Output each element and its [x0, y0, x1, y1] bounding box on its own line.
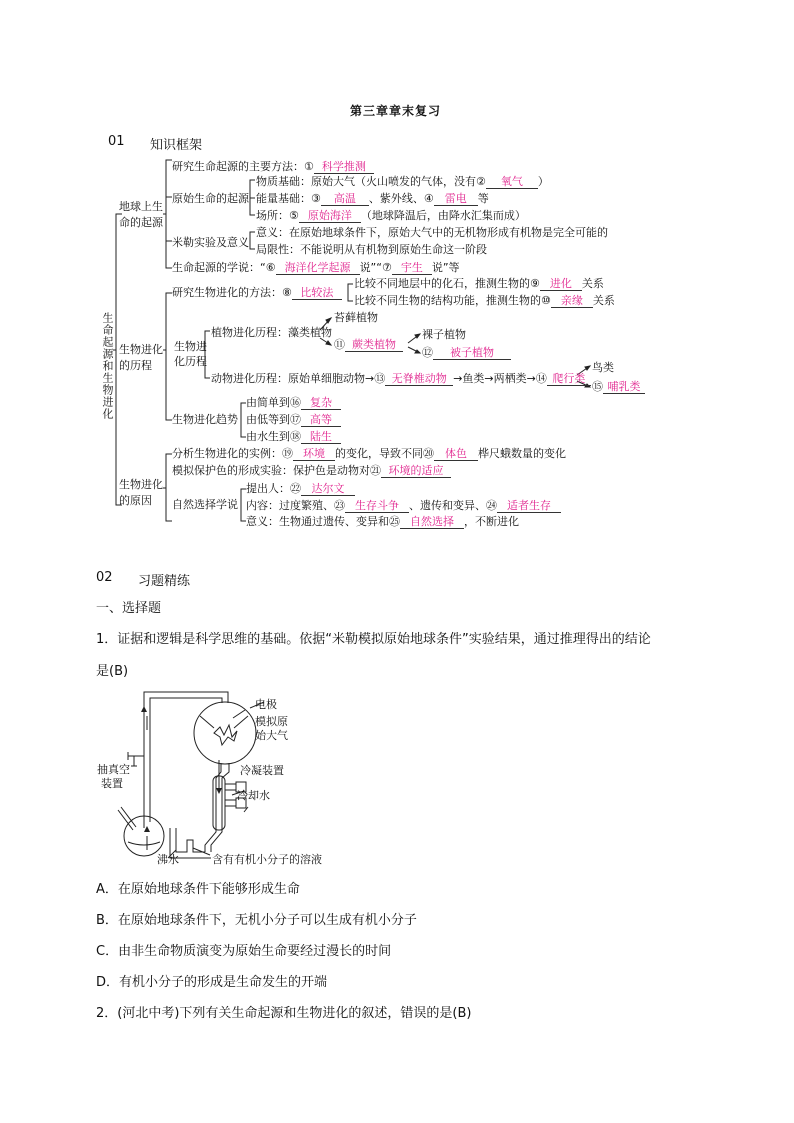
g2-compare-structure: 比较不同生物的结构功能，推测生物的⑩ 亲缘 关系 — [354, 294, 615, 307]
answer-2: 氧气 — [486, 175, 538, 189]
q1-stem-line2: 是(B) — [96, 664, 129, 679]
g2-label-line1: 生物进化 — [119, 343, 163, 356]
g1-matter: 物质基础：原始大气（火山喷发的气体，没有② 氧气 ） — [256, 175, 549, 188]
section2-heading: 习题精练 — [138, 574, 191, 589]
g2-mammal: ⑮ 哺乳类 — [592, 380, 645, 394]
answer-23: 生存斗争 — [345, 499, 409, 513]
section-heading: 知识框架 — [150, 138, 203, 153]
answer-15: 哺乳类 — [603, 380, 645, 394]
answer-3: 高温 — [321, 192, 369, 206]
g2-trend-3: 由水生到⑱ 陆生 — [246, 430, 341, 444]
answer-8: 比较法 — [292, 286, 342, 300]
g3-example: 分析生物进化的实例：⑲ 环境 的变化，导致不同⑳ 体色 桦尺蛾数量的变化 — [172, 447, 566, 460]
g3-content: 内容：过度繁殖、㉓ 生存斗争 、遗传和变异、㉔ 适者生存 — [246, 499, 561, 513]
answer-12: 被子植物 — [433, 346, 511, 360]
g2-animal-history: 动物进化历程：原始单细胞动物→⑬ 无脊椎动物 →鱼类→两栖类→⑭ 爬行类 — [211, 372, 591, 386]
g3-label-line1: 生物进化 — [119, 478, 163, 491]
answer-20: 体色 — [434, 447, 478, 461]
label-atmosphere-1: 模拟原 — [255, 715, 288, 728]
label-vacuum-2: 装置 — [101, 777, 123, 790]
label-electrode: 电极 — [255, 698, 277, 711]
q1-option-d: D．有机小分子的形成是生命发生的开端 — [96, 975, 328, 990]
g2-label-line2: 的历程 — [119, 359, 152, 372]
g2-trend-label: 生物进化趋势 — [172, 413, 238, 426]
answer-24: 适者生存 — [497, 499, 561, 513]
label-boiling-water: 沸水 — [157, 853, 179, 866]
section-number: 01 — [108, 134, 125, 149]
answer-11: 蕨类植物 — [345, 338, 403, 352]
g2-gymnosperm: 裸子植物 — [422, 328, 466, 341]
g2-bird: 鸟类 — [592, 361, 614, 374]
answer-5: 原始海洋 — [299, 209, 361, 223]
g2-history-line1: 生物进 — [174, 340, 207, 353]
g3-natural-selection-label: 自然选择学说 — [172, 498, 238, 511]
g2-compare-fossils: 比较不同地层中的化石，推测生物的⑨ 进化 关系 — [354, 277, 604, 290]
q1-stem-line1: 1．证据和逻辑是科学思维的基础。依据“米勒模拟原始地球条件”实验结果，通过推理得出的结论 — [96, 632, 651, 647]
part-heading: 一、选择题 — [96, 601, 162, 616]
answer-4: 雷电 — [434, 192, 478, 206]
label-condenser: 冷凝装置 — [240, 764, 284, 777]
g2-fern: ⑪ 蕨类植物 — [334, 338, 403, 352]
answer-19: 环境 — [293, 447, 335, 461]
label-vacuum-1: 抽真空 — [97, 763, 130, 776]
q1-option-b: B．在原始地球条件下，无机小分子可以生成有机小分子 — [96, 913, 417, 928]
g3-protective-color: 模拟保护色的形成实验：保护色是动物对㉑ 环境的适应 — [172, 464, 451, 478]
q1-option-c: C．由非生命物质演变为原始生命要经过漫长的时间 — [96, 944, 392, 959]
g2-angiosperm: ⑫ 被子植物 — [422, 346, 511, 360]
framework-root-label: 生命起源和生物进化 — [101, 312, 114, 420]
q2-stem: 2．(河北中考)下列有关生命起源和生物进化的叙述，错误的是(B) — [96, 1006, 472, 1021]
g2-trend-1: 由简单到⑯ 复杂 — [246, 396, 341, 410]
answer-7: 宇生 — [392, 261, 432, 275]
answer-16: 复杂 — [301, 396, 341, 410]
g1-energy: 能量基础：③ 高温 、紫外线、④ 雷电 等 — [256, 192, 489, 205]
answer-10: 亲缘 — [551, 294, 593, 308]
g1-place: 场所：⑤ 原始海洋 （地球降温后，由降水汇集而成） — [256, 209, 526, 222]
label-cooling-water: 冷却水 — [237, 789, 270, 802]
answer-9: 进化 — [540, 277, 582, 291]
g3-proposer: 提出人：㉒ 达尔文 — [246, 482, 355, 496]
g1-miller-limit: 局限性：不能说明从有机物到原始生命这一阶段 — [256, 243, 487, 256]
answer-17: 高等 — [301, 413, 341, 427]
label-atmosphere-2: 始大气 — [255, 729, 288, 742]
answer-6: 海洋化学起源 — [276, 261, 360, 275]
section2-number: 02 — [96, 570, 113, 585]
g1-label-line2: 命的起源 — [119, 216, 163, 229]
answer-25: 自然选择 — [400, 515, 464, 529]
answer-18: 陆生 — [301, 430, 341, 444]
label-solution: 含有有机小分子的溶液 — [212, 853, 322, 866]
g2-history-line2: 化历程 — [174, 355, 207, 368]
g1-origin-label: 原始生命的起源 — [172, 192, 249, 205]
g2-moss: 苔藓植物 — [334, 311, 378, 324]
g1-label-line1: 地球上生 — [119, 200, 163, 213]
g1-miller-label: 米勒实验及意义 — [172, 236, 249, 249]
answer-13: 无脊椎动物 — [385, 372, 453, 386]
g2-plant-history: 植物进化历程：藻类植物 — [211, 326, 332, 339]
g3-meaning: 意义：生物通过遗传、变异和㉕ 自然选择 ，不断进化 — [246, 515, 519, 528]
g3-label-line2: 的原因 — [119, 494, 152, 507]
g1-method: 研究生命起源的主要方法：① 科学推测 — [172, 160, 374, 174]
answer-1: 科学推测 — [314, 160, 374, 174]
q1-option-a: A．在原始地球条件下能够形成生命 — [96, 882, 300, 897]
g1-miller-meaning: 意义：在原始地球条件下，原始大气中的无机物形成有机物是完全可能的 — [256, 226, 608, 239]
g1-theory: 生命起源的学说：“⑥ 海洋化学起源 说”“⑦ 宇生 说”等 — [172, 261, 460, 274]
answer-22: 达尔文 — [301, 482, 355, 496]
g2-trend-2: 由低等到⑰ 高等 — [246, 413, 341, 427]
page-title: 第三章章末复习 — [350, 104, 442, 118]
answer-14: 爬行类 — [547, 372, 591, 386]
answer-21: 环境的适应 — [381, 464, 451, 478]
g2-method: 研究生物进化的方法：⑧ 比较法 — [172, 286, 342, 300]
